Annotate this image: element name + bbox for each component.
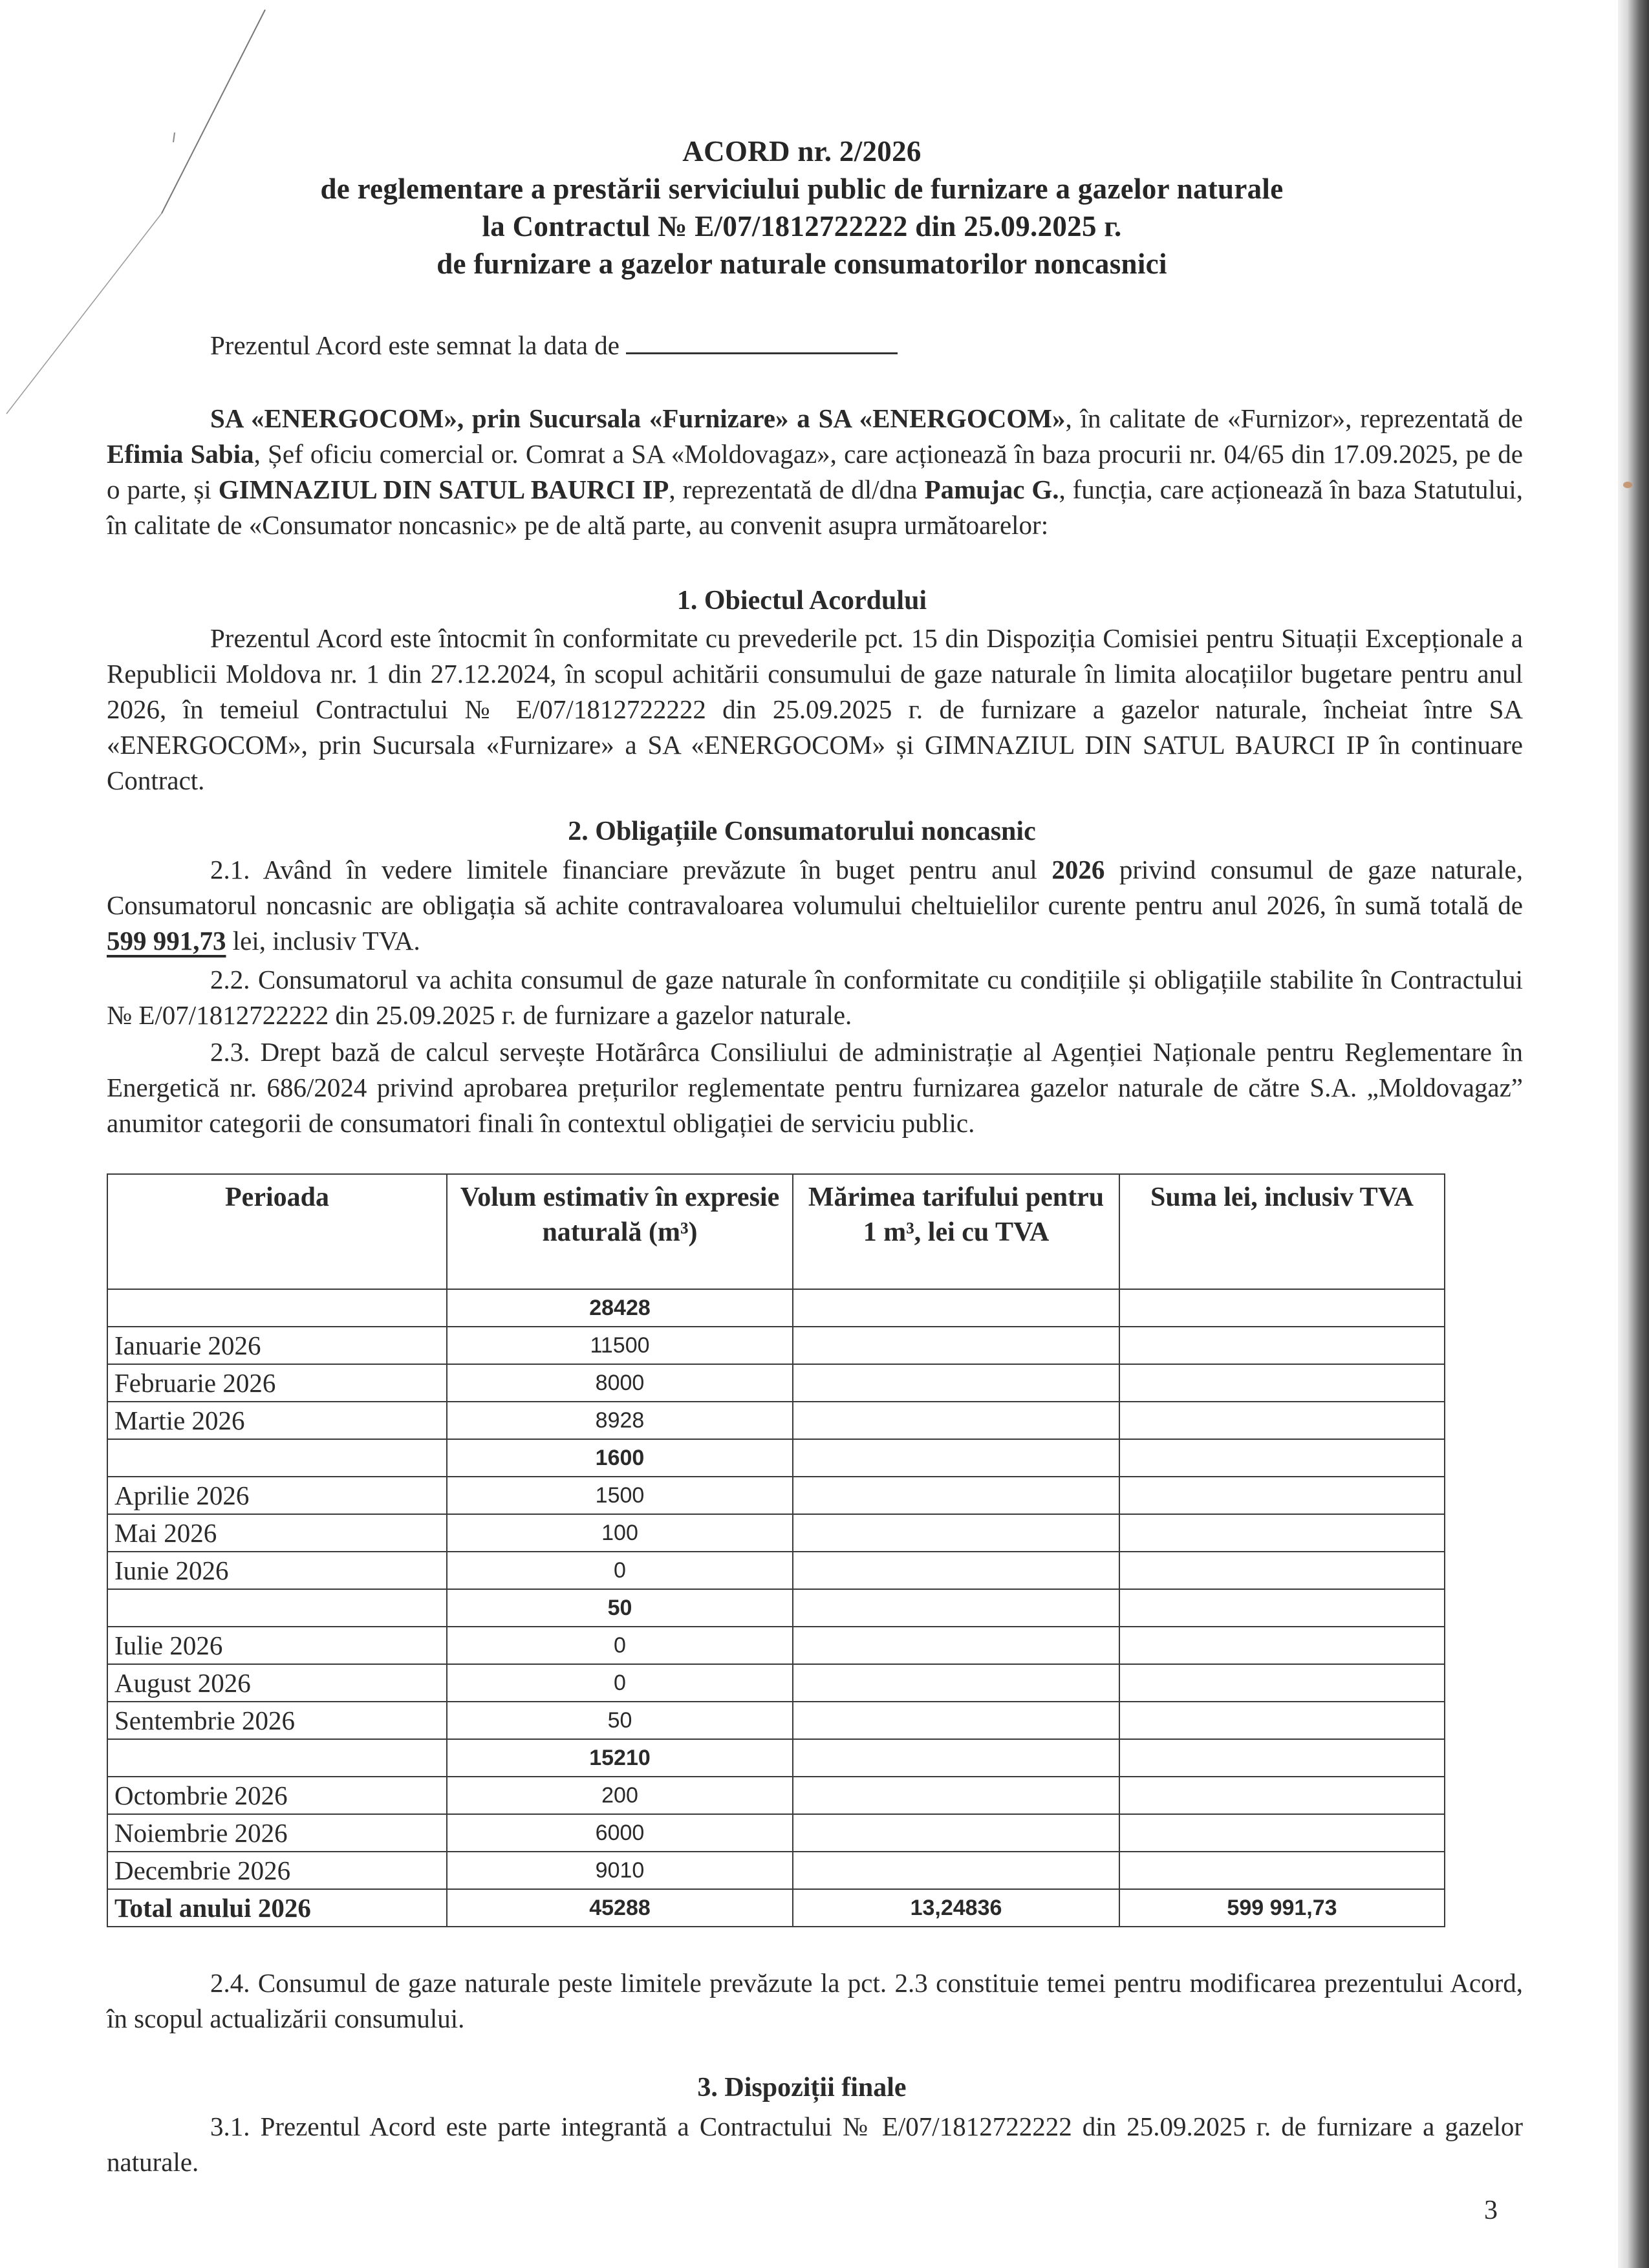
cell-tariff: [793, 1364, 1119, 1402]
title-line-1: ACORD nr. 2/2026: [682, 135, 921, 167]
cell-sum: [1119, 1627, 1445, 1664]
consumer-representative: Pamujac G.: [924, 475, 1059, 504]
cell-sum: [1119, 1514, 1445, 1552]
cell-period: [107, 1589, 447, 1627]
table-row: [107, 1477, 1445, 1514]
cell-period: Octombrie 2026: [107, 1777, 447, 1814]
cell-sum: [1119, 1477, 1445, 1514]
cell-period: Martie 2026: [107, 1402, 447, 1439]
cell-tariff: [793, 1589, 1119, 1627]
cell-tariff: [793, 1702, 1119, 1739]
cell-volume: 50: [447, 1589, 793, 1627]
cell-sum: [1119, 1777, 1445, 1814]
table-row: [107, 1327, 1445, 1364]
cell-volume: 0: [447, 1552, 793, 1589]
section-3-heading: 3. Dispoziții finale: [697, 2073, 907, 2102]
section-1-heading: 1. Obiectul Acordului: [676, 586, 927, 615]
header-sum: Suma lei, inclusiv TVA: [1119, 1174, 1445, 1289]
clause-2-1-text: 2.1. Având în vedere limitele financiare prevăzute în buget pentru anul: [210, 855, 1052, 884]
header-tariff: Mărimea tarifului pentru 1 m³, lei cu TVA: [793, 1174, 1119, 1289]
supplier-org: SA «ENERGOCOM», prin Sucursala «Furnizare» a SA «ENERGOCOM»: [210, 403, 1066, 433]
clause-3-1-text: 3.1. Prezentul Acord este parte integrantă a Contractului № E/07/1812722222 din 25.09.2025 г. de furnizare a gazelor naturale.: [107, 2112, 1523, 2177]
clause-2-2: [107, 962, 1523, 1033]
total-amount: 599 991,73: [107, 926, 226, 956]
parties-paragraph: [107, 401, 1523, 543]
clause-2-2-text: 2.2. Consumatorul va achita consumul de gaze naturale în conformitate cu condițiile și obligațiile stabilite în Contractului № E/07/1812722222 din 25.09.2025 г. de furnizare a gazelor naturale.: [107, 965, 1523, 1030]
total-sum: 599 991,73: [1119, 1889, 1445, 1927]
clause-2-4-text: 2.4. Consumul de gaze naturale peste limitele prevăzute la pct. 2.3 constituie temei pentru modificarea prezentului Acord, în scopul actualizării consumului.: [107, 1968, 1523, 2033]
signed-date-field[interactable]: [626, 326, 898, 354]
cell-volume: 15210: [447, 1739, 793, 1777]
table-row: [107, 1777, 1445, 1814]
cell-sum: [1119, 1364, 1445, 1402]
cell-sum: [1119, 1402, 1445, 1439]
cell-tariff: [793, 1327, 1119, 1364]
title-line-3: la Contractul № E/07/1812722222 din 25.09.2025 г.: [482, 210, 1122, 242]
cell-tariff: [793, 1289, 1119, 1327]
table-header-row: [107, 1174, 1445, 1289]
consumer-org: GIMNAZIUL DIN SATUL BAURCI IP: [218, 475, 669, 504]
total-volume: 45288: [447, 1889, 793, 1927]
cell-volume: 9010: [447, 1852, 793, 1889]
cell-tariff: [793, 1814, 1119, 1852]
cell-sum: [1119, 1702, 1445, 1739]
cell-sum: [1119, 1664, 1445, 1702]
header-volume: Volum estimativ în expresie naturală (m³): [447, 1174, 793, 1289]
cell-volume: 100: [447, 1514, 793, 1552]
header-period: Perioada: [107, 1174, 447, 1289]
cell-sum: [1119, 1327, 1445, 1364]
cell-volume: 28428: [447, 1289, 793, 1327]
section-1-body: Prezentul Acord este întocmit în conformitate cu prevederile pct. 15 din Dispoziția Comisiei pentru Situații Excepționale a Republicii Moldova nr. 1 din 27.12.2024, în scopul achitării consumului de gaze naturale în limita alocațiilor bugetare pentru anul 2026, în temeiul Contractului № E/07/1812722222 din 25.09.2025 г. de furnizare a gazelor naturale, încheiat între SA «ENERGOCOM», prin Sucursala «Furnizare» a SA «ENERGOCOM» și GIMNAZIUL DIN SATUL BAURCI IP în continuare Contract.: [107, 623, 1523, 795]
section-2-heading: 2. Obligațiile Consumatorului noncasnic: [568, 817, 1036, 846]
cell-volume: 200: [447, 1777, 793, 1814]
cell-tariff: [793, 1852, 1119, 1889]
cell-tariff: [793, 1477, 1119, 1514]
supplier-representative: Efimia Sabia: [107, 439, 254, 469]
table-row: [107, 1852, 1445, 1889]
cell-tariff: [793, 1552, 1119, 1589]
cell-period: Mai 2026: [107, 1514, 447, 1552]
cell-tariff: [793, 1439, 1119, 1477]
clause-2-4: [107, 1965, 1523, 2037]
cell-period: Iulie 2026: [107, 1627, 447, 1664]
cell-volume: 50: [447, 1702, 793, 1739]
clause-2-3: [107, 1034, 1523, 1141]
table-row-subtotal: [107, 1739, 1445, 1777]
cell-period: [107, 1439, 447, 1477]
cell-period: Sentembrie 2026: [107, 1702, 447, 1739]
cell-tariff: [793, 1514, 1119, 1552]
table-row: [107, 1364, 1445, 1402]
title-line-4: de furnizare a gazelor naturale consumatorilor noncasnici: [436, 248, 1167, 280]
table-row: [107, 1814, 1445, 1852]
cell-volume: 6000: [447, 1814, 793, 1852]
cell-volume: 1500: [447, 1477, 793, 1514]
cell-sum: [1119, 1439, 1445, 1477]
cell-sum: [1119, 1589, 1445, 1627]
cell-period: Ianuarie 2026: [107, 1327, 447, 1364]
scan-stain: [1623, 482, 1632, 488]
table-row-subtotal: [107, 1439, 1445, 1477]
cell-volume: 11500: [447, 1327, 793, 1364]
cell-period: Aprilie 2026: [107, 1477, 447, 1514]
signed-date-line: [107, 326, 1523, 363]
cell-sum: [1119, 1552, 1445, 1589]
cell-volume: 8000: [447, 1364, 793, 1402]
cell-sum: [1119, 1289, 1445, 1327]
cell-period: Iunie 2026: [107, 1552, 447, 1589]
table-row: [107, 1552, 1445, 1589]
cell-volume: 0: [447, 1664, 793, 1702]
total-tariff: 13,24836: [793, 1889, 1119, 1927]
clause-3-1: [107, 2109, 1523, 2180]
cell-volume: 1600: [447, 1439, 793, 1477]
total-label: Total anului 2026: [107, 1889, 447, 1927]
table-row: [107, 1664, 1445, 1702]
supplier-details-text: , Șef oficiu comercial or. Comrat a SA «Moldovagaz», care acționează în baza procurii nr. 04/65 din 17.09.2025, pe de o parte, și: [107, 439, 1523, 504]
cell-tariff: [793, 1739, 1119, 1777]
clause-2-1-mid: privind consumul de gaze naturale, Consumatorul noncasnic are obligația să achite contravaloarea volumului cheltuielilor curente pentru anul 2026, în sumă totală de: [107, 855, 1523, 920]
consumer-details-text: , funcția, care acționează în baza Statutului, în calitate de «Consumator noncasnic» pe de altă parte, au convenit asupra următoarelor:: [107, 475, 1524, 540]
table-row: [107, 1514, 1445, 1552]
clause-2-1: [107, 852, 1523, 959]
cell-tariff: [793, 1664, 1119, 1702]
table-row-subtotal: [107, 1289, 1445, 1327]
cell-volume: 8928: [447, 1402, 793, 1439]
cell-tariff: [793, 1402, 1119, 1439]
page-number: 3: [1484, 2196, 1498, 2225]
document-title: [0, 133, 1604, 283]
cell-sum: [1119, 1814, 1445, 1852]
table-row: [107, 1627, 1445, 1664]
cell-sum: [1119, 1739, 1445, 1777]
cell-period: Decembrie 2026: [107, 1852, 447, 1889]
scan-shadow-edge: [1618, 0, 1649, 2268]
supplier-role-text: , în calitate de «Furnizor», reprezentată de: [1065, 403, 1523, 433]
consumption-table: [107, 1173, 1445, 1927]
cell-period: [107, 1739, 447, 1777]
signed-date-label: Prezentul Acord este semnat la data de: [210, 330, 620, 360]
cell-period: Noiembrie 2026: [107, 1814, 447, 1852]
cell-period: August 2026: [107, 1664, 447, 1702]
cell-sum: [1119, 1852, 1445, 1889]
cell-tariff: [793, 1777, 1119, 1814]
clause-2-3-text: 2.3. Drept bază de calcul servește Hotărârca Consiliului de administrație al Agenției Naționale pentru Reglementare în Energetică nr. 686/2024 privind aprobarea prețurilor reglementate pentru furnizarea gazelor naturale de către S.A. „Moldovagaz” anumitor categorii de consumatori finali în contextul obligației de serviciu public.: [107, 1037, 1523, 1138]
cell-period: Februarie 2026: [107, 1364, 447, 1402]
table-row-subtotal: [107, 1589, 1445, 1627]
title-line-2: de reglementare a prestării serviciului public de furnizare a gazelor naturale: [320, 173, 1284, 205]
table-row: [107, 1702, 1445, 1739]
consumer-role-text: , reprezentată de dl/dna: [669, 475, 925, 504]
section-1-text: [107, 621, 1523, 798]
cell-tariff: [793, 1627, 1119, 1664]
cell-period: [107, 1289, 447, 1327]
budget-year: 2026: [1051, 855, 1105, 884]
table-row: [107, 1402, 1445, 1439]
table-total-row: [107, 1889, 1445, 1927]
clause-2-1-end: lei, inclusiv TVA.: [226, 926, 420, 956]
cell-volume: 0: [447, 1627, 793, 1664]
